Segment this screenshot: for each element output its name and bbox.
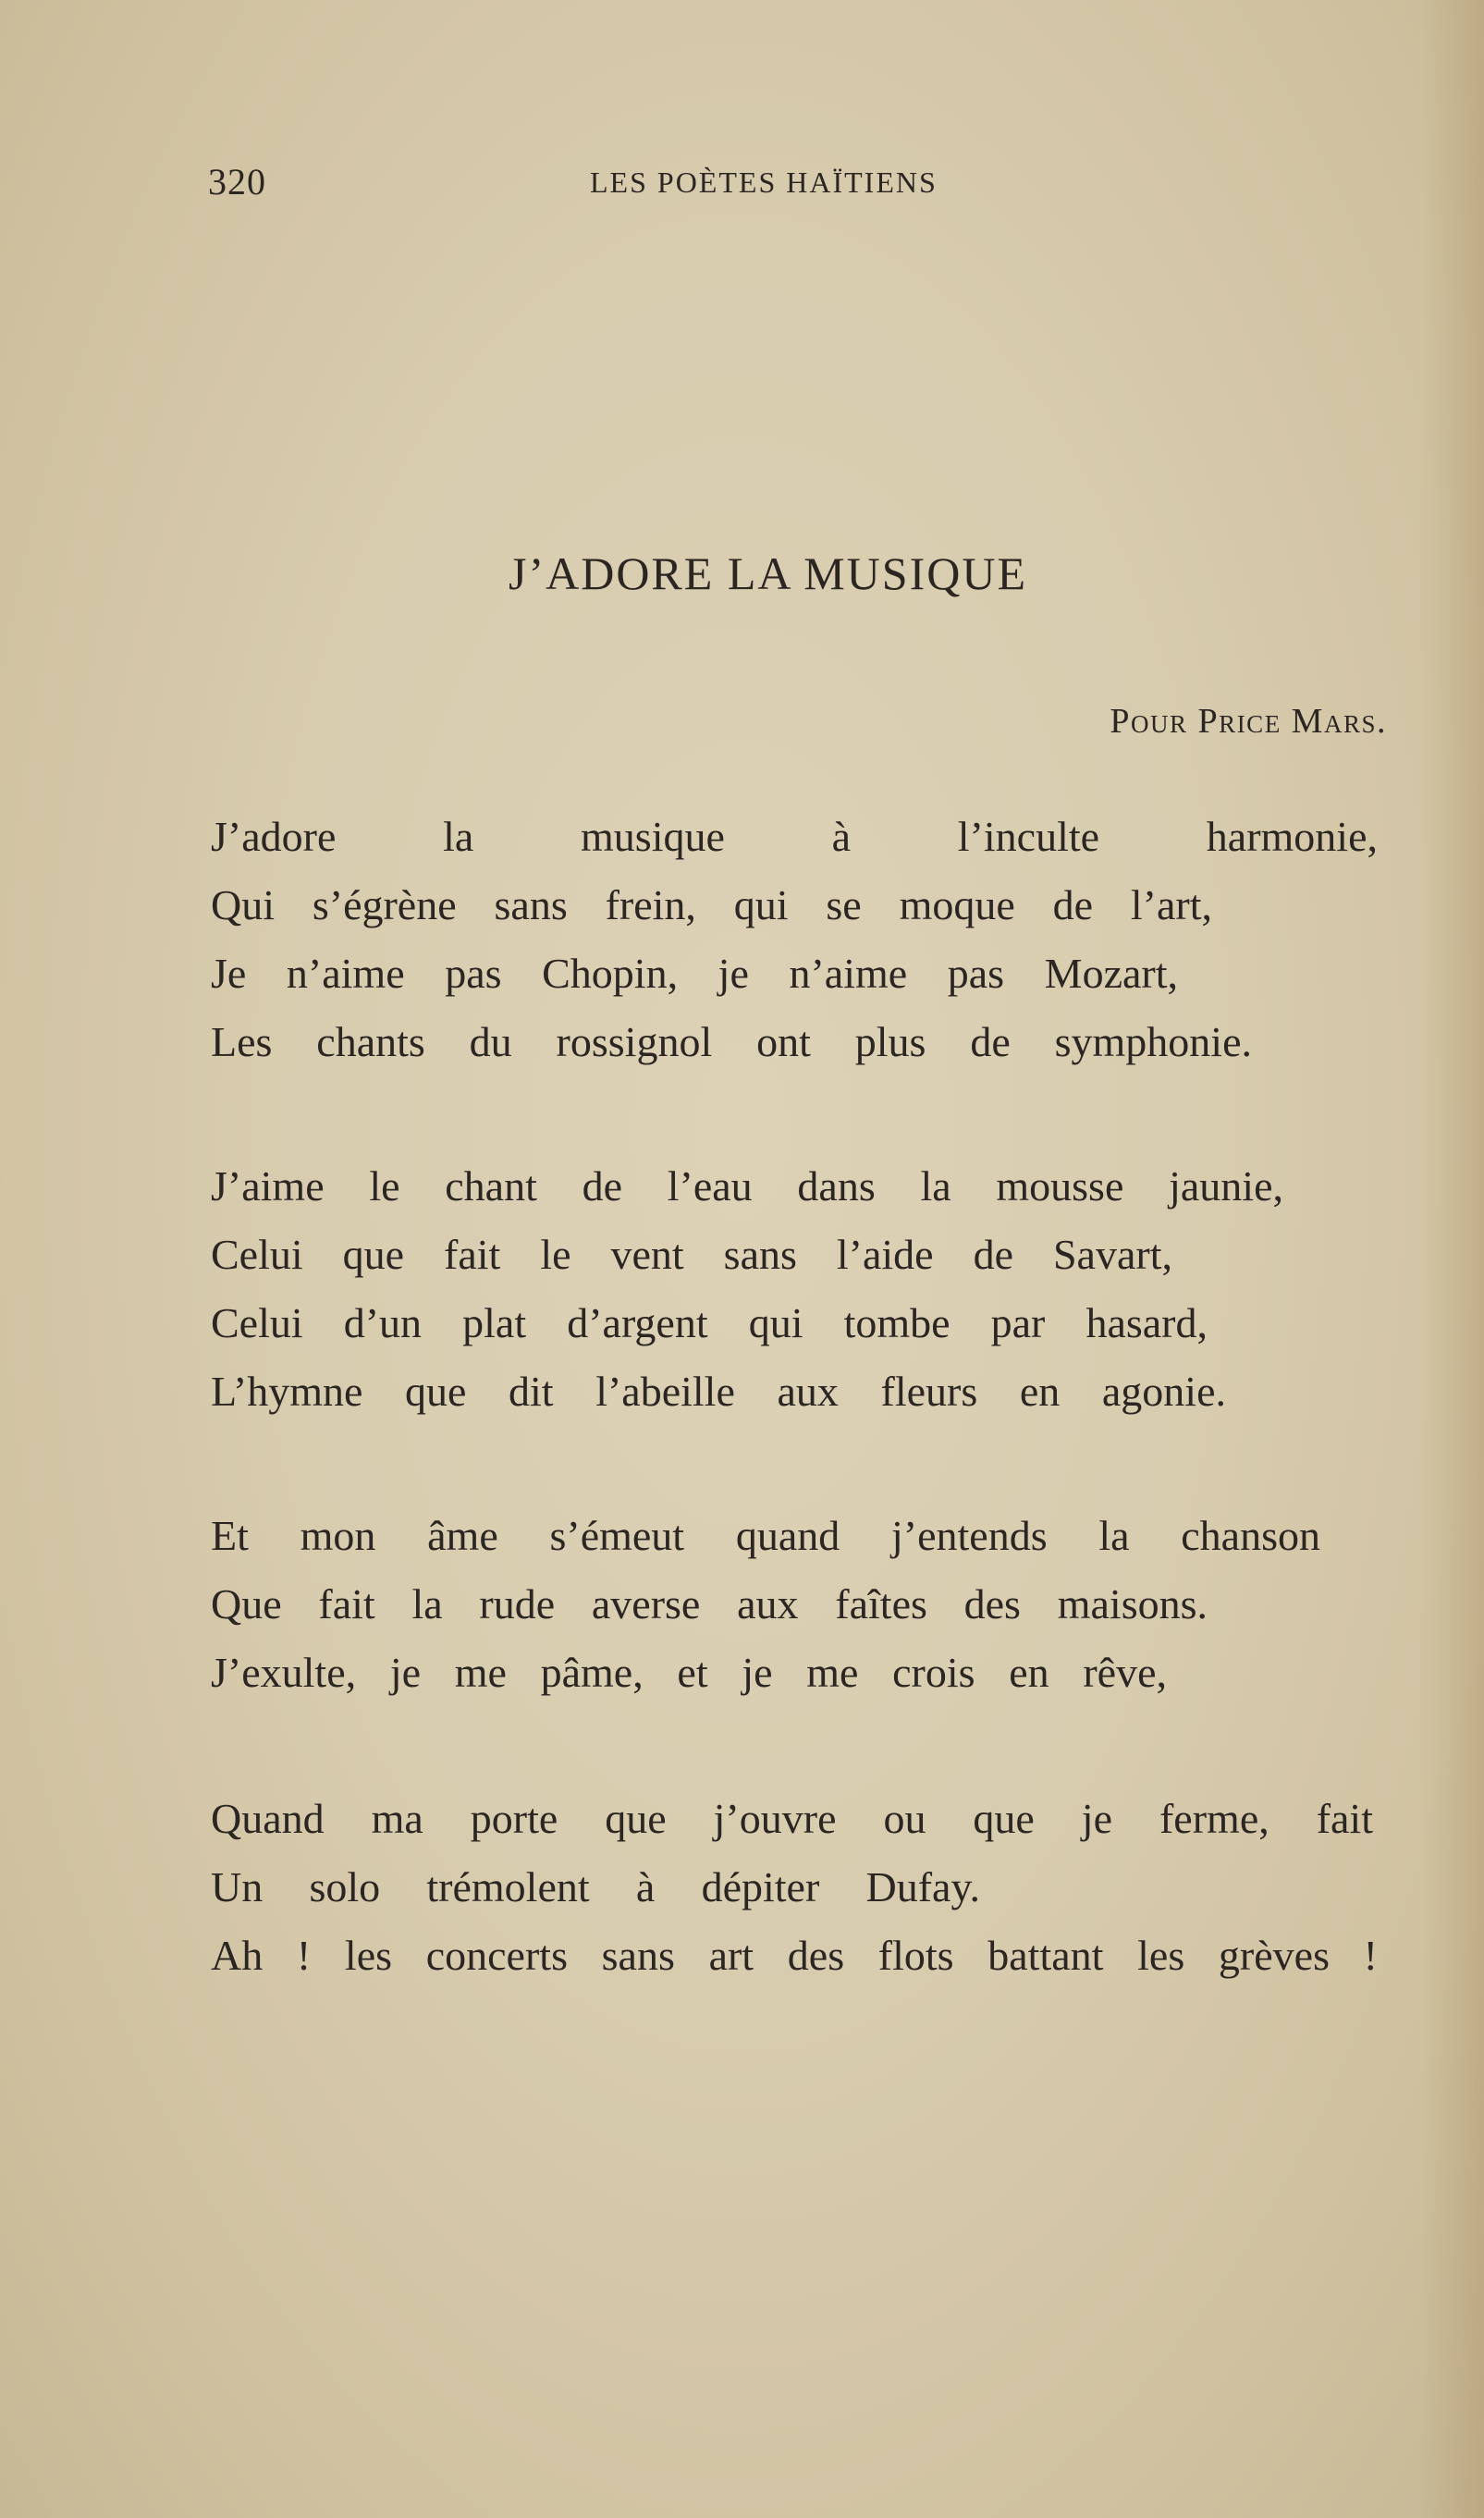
verse-line: Qui s’égrène sans frein, qui se moque de l’art, [211, 881, 1212, 928]
verse-line: Quand ma porte que j’ouvre ou que je ferme, fait [211, 1795, 1373, 1842]
verse-line: Ah ! les concerts sans art des flots battant les grèves ! [211, 1932, 1378, 1979]
verse-line: Que fait la rude averse aux faîtes des maisons. [211, 1580, 1208, 1627]
running-head [208, 159, 1373, 205]
verse-line: Un solo trémolent à dépiter Dufay. [211, 1863, 980, 1910]
verse-line: J’exulte, je me pâme, et je me crois en rêve, [211, 1649, 1167, 1696]
book-title: LES POÈTES HAÏTIENS [590, 166, 938, 199]
verse-line: Je n’aime pas Chopin, je n’aime pas Mozart, [211, 950, 1178, 997]
stanza-4 [211, 1785, 1394, 1990]
page-number: 320 [208, 161, 266, 203]
verse-line: Les chants du rossignol ont plus de symphonie. [211, 1018, 1252, 1065]
verse-line: Et mon âme s’émeut quand j’entends la chanson [211, 1512, 1320, 1559]
stanza-1 [211, 803, 1394, 1076]
verse-line: Celui que fait le vent sans l’aide de Savart, [211, 1231, 1172, 1278]
stanza-3 [211, 1502, 1394, 1707]
poem-body [211, 803, 1394, 2066]
stanza-2 [211, 1152, 1394, 1426]
poem-dedication: Pour Price Mars. [1110, 702, 1387, 741]
verse-line: J’aime le chant de l’eau dans la mousse jaunie, [211, 1162, 1283, 1210]
page-edge-shadow [1419, 0, 1484, 2518]
poem-title: J’ADORE LA MUSIQUE [509, 547, 1027, 599]
verse-line: L’hymne que dit l’abeille aux fleurs en agonie. [211, 1368, 1226, 1415]
verse-line: Celui d’un plat d’argent qui tombe par hasard, [211, 1299, 1208, 1346]
verse-line: J’adore la musique à l’inculte harmonie, [211, 813, 1378, 860]
